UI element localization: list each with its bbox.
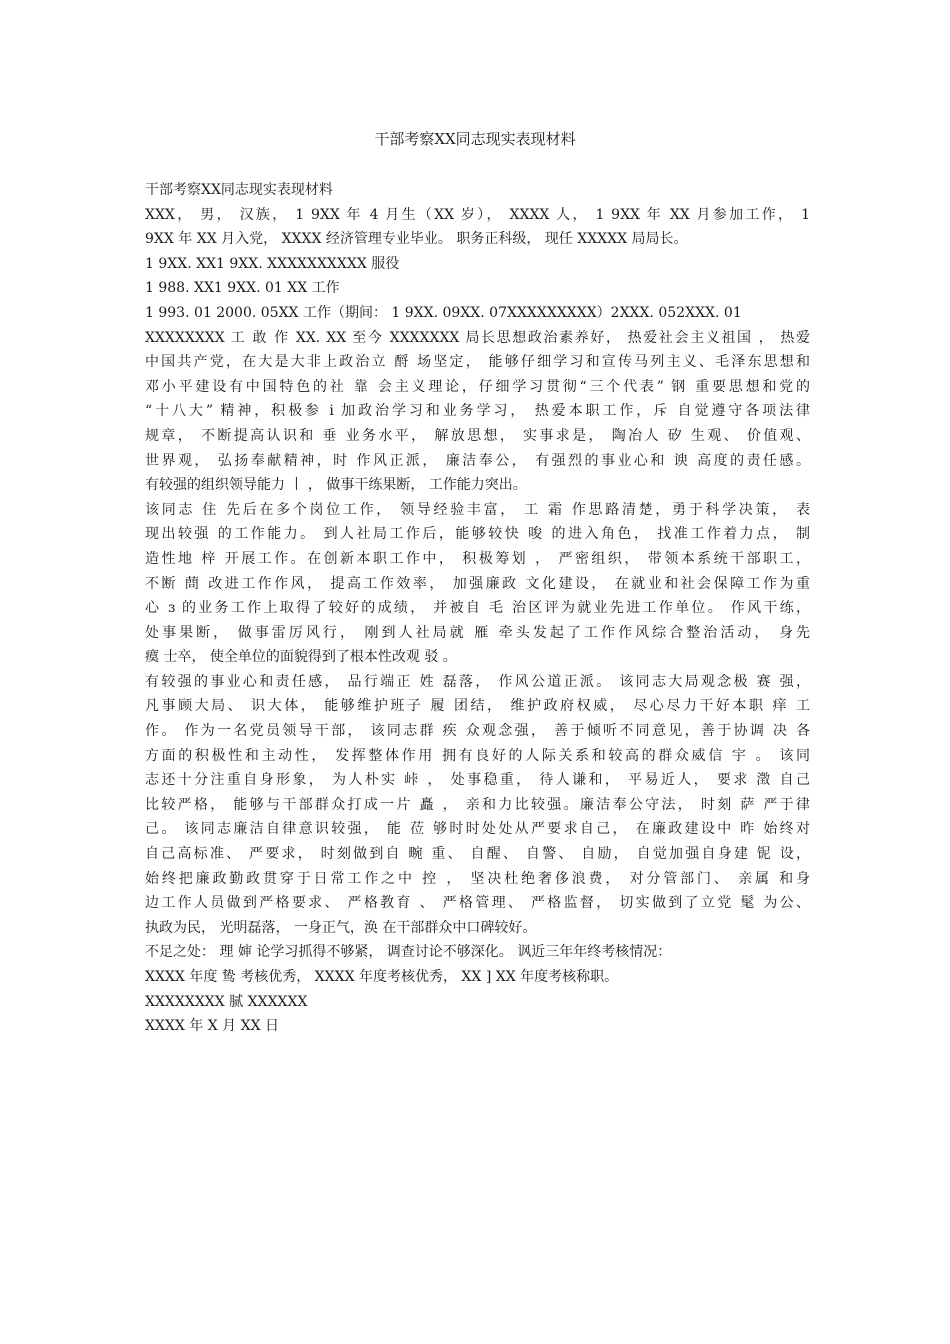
body-line: 不断 蔄 改进工作作风， 提高工作效率， 加强廉政 文化建设， 在就业和社会保障工作为重 — [145, 575, 810, 592]
body-line: 规章， 不断提高认识和 垂 业务水平， 解放思想， 实事求是， 陶冶人 矽 生观、 价值观、 — [145, 427, 810, 444]
body-line: 造性地 梓 开展工作。在创新本职工作中， 积极筹划 ， 严密组织， 带领本系统干部职工， — [145, 550, 810, 567]
body-line: 自己高标准、 严要求， 时刻做到自 畹 重、 自醒、 自警、 自励， 自觉加强自身建 铌 设， — [145, 846, 810, 863]
body-line: 始终把廉政勤政贯穿于日常工作之中 控 ， 坚决杜绝奢侈浪费， 对分管部门、 亲属 和身 — [145, 870, 810, 887]
body-line: 有较强的事业心和责任感， 品行端正 姓 磊落， 作风公道正派。 该同志大局观念极 赛 强， — [145, 673, 810, 690]
body-line: 邓小平建设有中国特色的社 靠 会主义理论，仔细学习贯彻“三个代表” 钢 重要思想和党的 — [145, 378, 810, 395]
body-line: 该同志 住 先后在多个岗位工作， 领导经验丰富， 工 霜 作思路清楚，勇于科学决策， 表 — [145, 501, 810, 518]
body-line: 1 993. 01 2000. 05XX 工作（期间： 1 9XX. 09XX. 07XXXXXXXXX）2XXX. 052XXX. 01 — [145, 304, 742, 321]
body-line: XXX， 男， 汉族， 1 9XX 年 4 月生（XX 岁）， XXXX 人， 1 9XX 年 XX 月参加工作， 1 — [145, 206, 810, 223]
body-line: 志还十分注重自身形象， 为人朴实 峠 ， 处事稳重， 待人谦和， 平易近人， 要求 澂 自己 — [145, 772, 810, 789]
body-line: XXXXXXXX 工 敢 作 XX. XX 至今 XXXXXXX 局长思想政治素养好， 热爱社会主义祖国 ， 热爱 — [145, 329, 810, 346]
body-line: “十八大” 精神，积极参 i 加政治学习和业务学习， 热爱本职工作，斥 自觉遵守各项法律 — [145, 403, 810, 420]
body-line: 不足之处： 理 婶 论学习抓得不够紧， 调查讨论不够深化。 讽近三年年终考核情况： — [145, 944, 672, 961]
body-line: 干部考察XX同志现实表现材料 — [145, 182, 333, 198]
body-line: 执政为民， 光明磊落， 一身正气，涣 在干部群众中口碑较好。 — [145, 919, 537, 936]
body-line: 现出较强 的工作能力。 到人社局工作后，能够较快 唆 的进入角色， 找准工作着力点， 制 — [145, 526, 810, 543]
document-title: 干部考察XX同志现实表现材料 — [374, 130, 576, 148]
body-line: XXXX 年 X 月 XX 日 — [145, 1018, 280, 1035]
body-line: 1 988. XX1 9XX. 01 XX 工作 — [145, 280, 340, 297]
body-line: 己。 该同志廉洁自律意识较强， 能 莅 够时时处处从严要求自己， 在廉政建设中 昨 始终对 — [145, 821, 810, 838]
body-line: 心 ɜ 的业务工作上取得了较好的成绩， 并被自 毛 治区评为就业先进工作单位。 作风干练， — [145, 600, 810, 617]
body-line: XXXXXXXX 腻 XXXXXX — [145, 993, 308, 1010]
body-line: 有较强的组织领导能力 丨 ， 做事干练果断， 工作能力突出。 — [145, 477, 527, 494]
body-line: 世界观， 弘扬奉献精神，时 作风正派， 廉洁奉公， 有强烈的事业心和 谀 高度的责任感。 — [145, 452, 810, 469]
body-line: XXXX 年度 鸷 考核优秀， XXXX 年度考核优秀， XX ] XX 年度考核称职。 — [145, 969, 619, 985]
body-line: 处事果断， 做事雷厉风行， 刚到人社局就 雁 牵头发起了工作作风综合整治活动， 身先 — [145, 624, 810, 641]
body-line: 比较严格， 能够与干部群众打成一片 矗 ， 亲和力比较强。廉洁奉公守法， 时刻 萨 严于律 — [145, 796, 810, 813]
body-line: 方面的积极性和主动性， 发挥整体作用 拥有良好的人际关系和较高的群众威信 宇 。 该同 — [145, 747, 810, 764]
document-body — [145, 178, 810, 1039]
body-line: 9XX 年 XX 月入党， XXXX 经济管理专业毕业。 职务正科级， 现任 XXXXX 局局长。 — [145, 231, 688, 248]
body-line: 瘼 士卒， 使全单位的面貌得到了根本性改观 驳 。 — [145, 649, 457, 666]
body-line: 1 9XX. XX1 9XX. XXXXXXXXXX 服役 — [145, 255, 400, 272]
body-line: 凡事顾大局、 识大体， 能够维护班子 履 团结， 维护政府权威， 尽心尽力干好本职 痒 工 — [145, 698, 810, 715]
body-line: 作。 作为一名党员领导干部， 该同志群 疾 众观念强， 善于倾听不同意见，善于协调 决 各 — [145, 723, 810, 740]
body-line: 中国共产党，在大是大非上政治立 酹 场坚定， 能够仔细学习和宣传马列主义、毛泽东思想和 — [145, 354, 810, 371]
body-line: 边工作人员做到严格要求、 严格教育 、 严格管理、 严格监督， 切实做到了立党 髦 为公、 — [145, 895, 810, 912]
